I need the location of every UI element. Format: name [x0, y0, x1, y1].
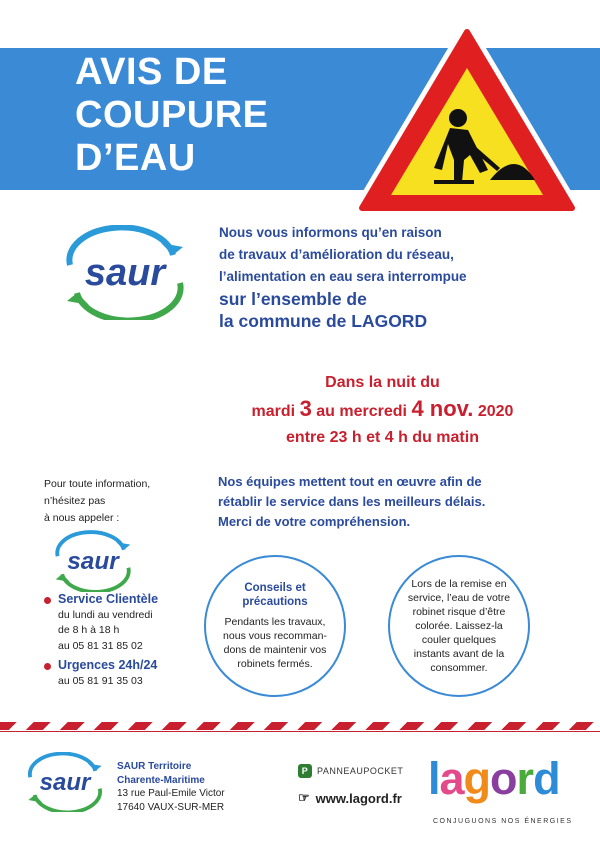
lagord-letter: o — [490, 753, 517, 804]
saur-logo-footer — [20, 752, 110, 812]
conseils-circle: Conseils et précautions Pendants les travaux, nous vous recomman- dons de maintenir vos robinets fermés. — [204, 555, 346, 697]
lagord-logo — [428, 755, 560, 803]
panneaupocket-icon: P — [298, 764, 312, 778]
contact-intro: Pour toute information, n’hésitez pas à nous appeler : — [44, 478, 151, 524]
svg-text:saur: saur — [39, 768, 91, 796]
remise-circle: Lors de la remise en service, l’eau de votre robinet risque d’être colorée. Laissez-la couler quelques instants avant de la consommer. — [388, 555, 530, 697]
roadwork-sign-icon — [350, 20, 585, 220]
lagord-letter: g — [463, 753, 491, 804]
lagord-tagline: CONJUGUONS NOS ÉNERGIES — [433, 818, 573, 825]
svg-text:saur: saur — [67, 548, 119, 576]
panneaupocket: P PANNEAUPOCKET — [298, 764, 403, 778]
intro-text: Nous vous informons qu’en raison de travaux d’amélioration du réseau, l’alimentation en eau sera interrompue sur l’ensemble de la commune de LAGORD — [219, 225, 467, 331]
teams-message: Nos équipes mettent tout en œuvre afin de rétablir le service dans les meilleurs délais. Merci de votre compréhension. — [218, 474, 486, 529]
service-clientele: Service Clientèle du lundi au vendredi de 8 h à 18 h au 05 81 31 85 02 — [44, 592, 214, 654]
urgences: Urgences 24h/24 au 05 81 91 35 03 — [44, 658, 214, 689]
saur-logo — [55, 225, 195, 320]
lagord-letter: r — [516, 753, 534, 804]
page-title: AVIS DE COUPURE D’EAU — [75, 51, 269, 179]
website-link[interactable]: ☞ www.lagord.fr — [298, 790, 402, 806]
lagord-letter: a — [439, 753, 464, 804]
pointing-hand-icon: ☞ — [298, 790, 310, 805]
saur-logo-small — [48, 530, 138, 592]
outage-date: Dans la nuit du mardi 3 au mercredi 4 nov. 2020 entre 23 h et 4 h du matin — [251, 374, 514, 446]
hazard-stripe — [0, 722, 600, 730]
lagord-letter: d — [533, 753, 560, 804]
divider — [0, 731, 600, 732]
saur-address: SAUR Territoire Charente-Maritime 13 rue Paul-Emile Victor 17640 VAUX-SUR-MER — [117, 761, 225, 813]
lagord-letter: l — [428, 753, 440, 804]
svg-text:saur: saur — [84, 252, 166, 294]
